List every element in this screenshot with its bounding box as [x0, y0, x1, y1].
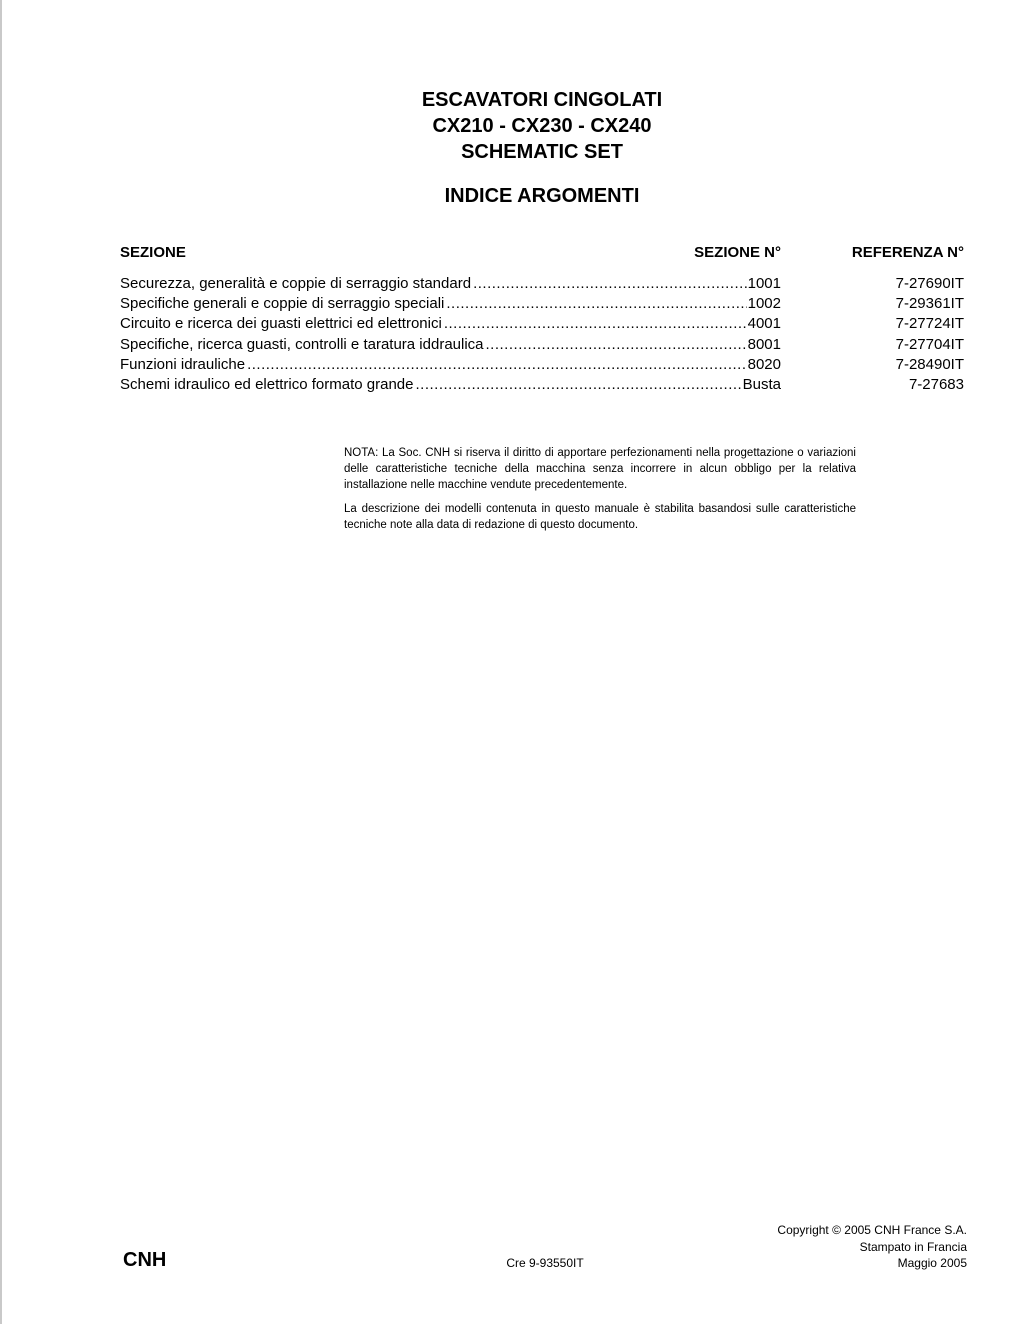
- toc-row: [120, 355, 964, 375]
- toc-section-number: 1001: [747, 275, 781, 292]
- document-code: Cre 9-93550IT: [506, 1256, 584, 1270]
- toc-reference: 7-27690IT: [895, 275, 964, 292]
- toc-section-label: Circuito e ricerca dei guasti elettrici ed elettronici: [120, 315, 442, 333]
- toc-leader-dots: [247, 355, 747, 375]
- toc-row: [120, 335, 964, 355]
- publication-date: Maggio 2005: [897, 1256, 967, 1270]
- document-title-line-3: SCHEMATIC SET: [461, 141, 623, 163]
- note-paragraph-2: La descrizione dei modelli contenuta in questo manuale è stabilita basandosi sulle caratteristiche tecniche note alla data di redazione di questo documento.: [344, 503, 856, 531]
- toc-row: [120, 274, 964, 294]
- brand-label: CNH: [123, 1249, 167, 1271]
- toc-row: [120, 375, 964, 395]
- toc-section-label: Securezza, generalità e coppie di serraggio standard: [120, 275, 472, 292]
- toc-reference: 7-28490IT: [895, 355, 964, 373]
- index-title: INDICE ARGOMENTI: [444, 185, 640, 207]
- toc-section-number: 8020: [747, 355, 781, 373]
- copyright-line: Copyright © 2005 CNH France S.A.: [777, 1223, 967, 1237]
- toc-section-number: Busta: [742, 375, 781, 393]
- toc-section-number: 8001: [747, 335, 781, 353]
- toc-leader-dots: [486, 335, 747, 355]
- document-title-line-1: ESCAVATORI CINGOLATI: [421, 89, 663, 111]
- printed-in-line: Stampato in Francia: [859, 1239, 967, 1254]
- toc-leader-dots: [446, 294, 746, 314]
- toc-section-number: 4001: [747, 315, 781, 333]
- toc-section-number: 1002: [747, 295, 781, 313]
- toc-reference: 7-27704IT: [895, 335, 964, 353]
- toc-leader-dots: [473, 274, 747, 294]
- toc-reference: 7-29361IT: [895, 295, 964, 313]
- toc-leader-dots: [415, 375, 741, 395]
- title-block: [0, 87, 1024, 209]
- toc-row: [120, 294, 964, 314]
- document-title-line-2: CX210 - CX230 - CX240: [432, 115, 652, 137]
- column-header-section-number: SEZIONE N°: [694, 244, 781, 261]
- toc-section-label: Specifiche generali e coppie di serraggio speciali: [120, 295, 445, 313]
- column-header-section: SEZIONE: [120, 244, 186, 261]
- note-paragraph-1: NOTA: La Soc. CNH si riserva il diritto di apportare perfezionamenti nella progettazione o variazioni delle caratteristiche tecniche della macchina senza incorrere in alcun obbligo per la relativa installazione nelle macchine vendute precedentemente.: [344, 447, 856, 491]
- toc-section-label: Schemi idraulico ed elettrico formato grande: [120, 375, 414, 393]
- toc-leader-dots: [444, 314, 747, 334]
- toc-section-label: Specifiche, ricerca guasti, controlli e taratura iddraulica: [120, 335, 484, 353]
- toc-reference: 7-27683: [908, 375, 964, 393]
- table-of-contents: [120, 274, 964, 395]
- copyright-block: [777, 1222, 967, 1272]
- disclaimer-note: [344, 445, 856, 541]
- toc-section-label: Funzioni idrauliche: [120, 355, 246, 373]
- column-header-reference: REFERENZA N°: [851, 244, 964, 261]
- toc-reference: 7-27724IT: [895, 315, 964, 333]
- toc-row: [120, 314, 964, 334]
